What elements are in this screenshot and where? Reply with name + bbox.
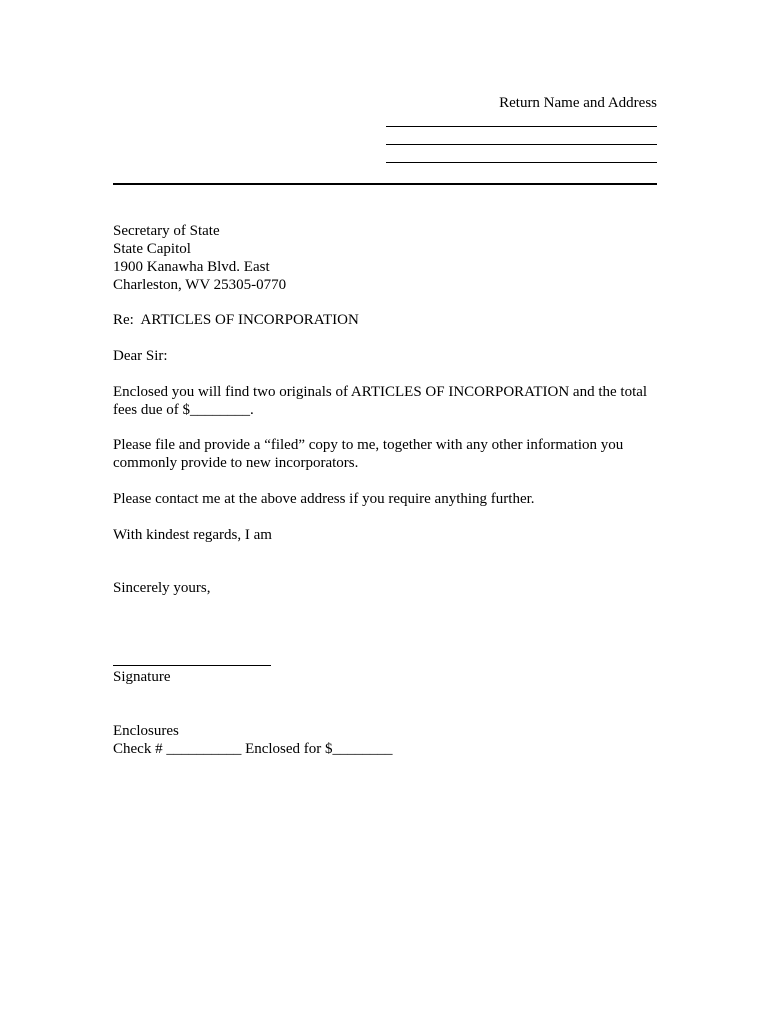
body-paragraph-2-line-2: commonly provide to new incorporators.	[113, 455, 359, 471]
subject-line: Re: ARTICLES OF INCORPORATION	[113, 312, 359, 328]
return-address-line-1	[386, 126, 657, 127]
signature-line	[113, 665, 271, 666]
closing: Sincerely yours,	[113, 580, 211, 596]
body-paragraph-1-line-2: fees due of $________.	[113, 402, 254, 418]
body-paragraph-1-line-1: Enclosed you will find two originals of ARTICLES OF INCORPORATION and the total	[113, 384, 648, 400]
enclosures-check-line: Check # __________ Enclosed for $________	[113, 741, 393, 757]
return-address-line-2	[386, 144, 657, 145]
header-divider	[113, 183, 657, 185]
body-paragraph-3: Please contact me at the above address if you require anything further.	[113, 491, 535, 507]
return-address-line-3	[386, 162, 657, 163]
recipient-line-4: Charleston, WV 25305-0770	[113, 277, 287, 293]
salutation: Dear Sir:	[113, 348, 168, 364]
enclosures-heading: Enclosures	[113, 723, 179, 739]
body-paragraph-2-line-1: Please file and provide a “filed” copy to me, together with any other information you	[113, 437, 624, 453]
return-address-heading: Return Name and Address	[499, 95, 657, 111]
signature-label: Signature	[113, 669, 171, 685]
recipient-line-2: State Capitol	[113, 241, 191, 257]
recipient-line-3: 1900 Kanawha Blvd. East	[113, 259, 270, 275]
recipient-line-1: Secretary of State	[113, 223, 220, 239]
body-paragraph-4: With kindest regards, I am	[113, 527, 272, 543]
